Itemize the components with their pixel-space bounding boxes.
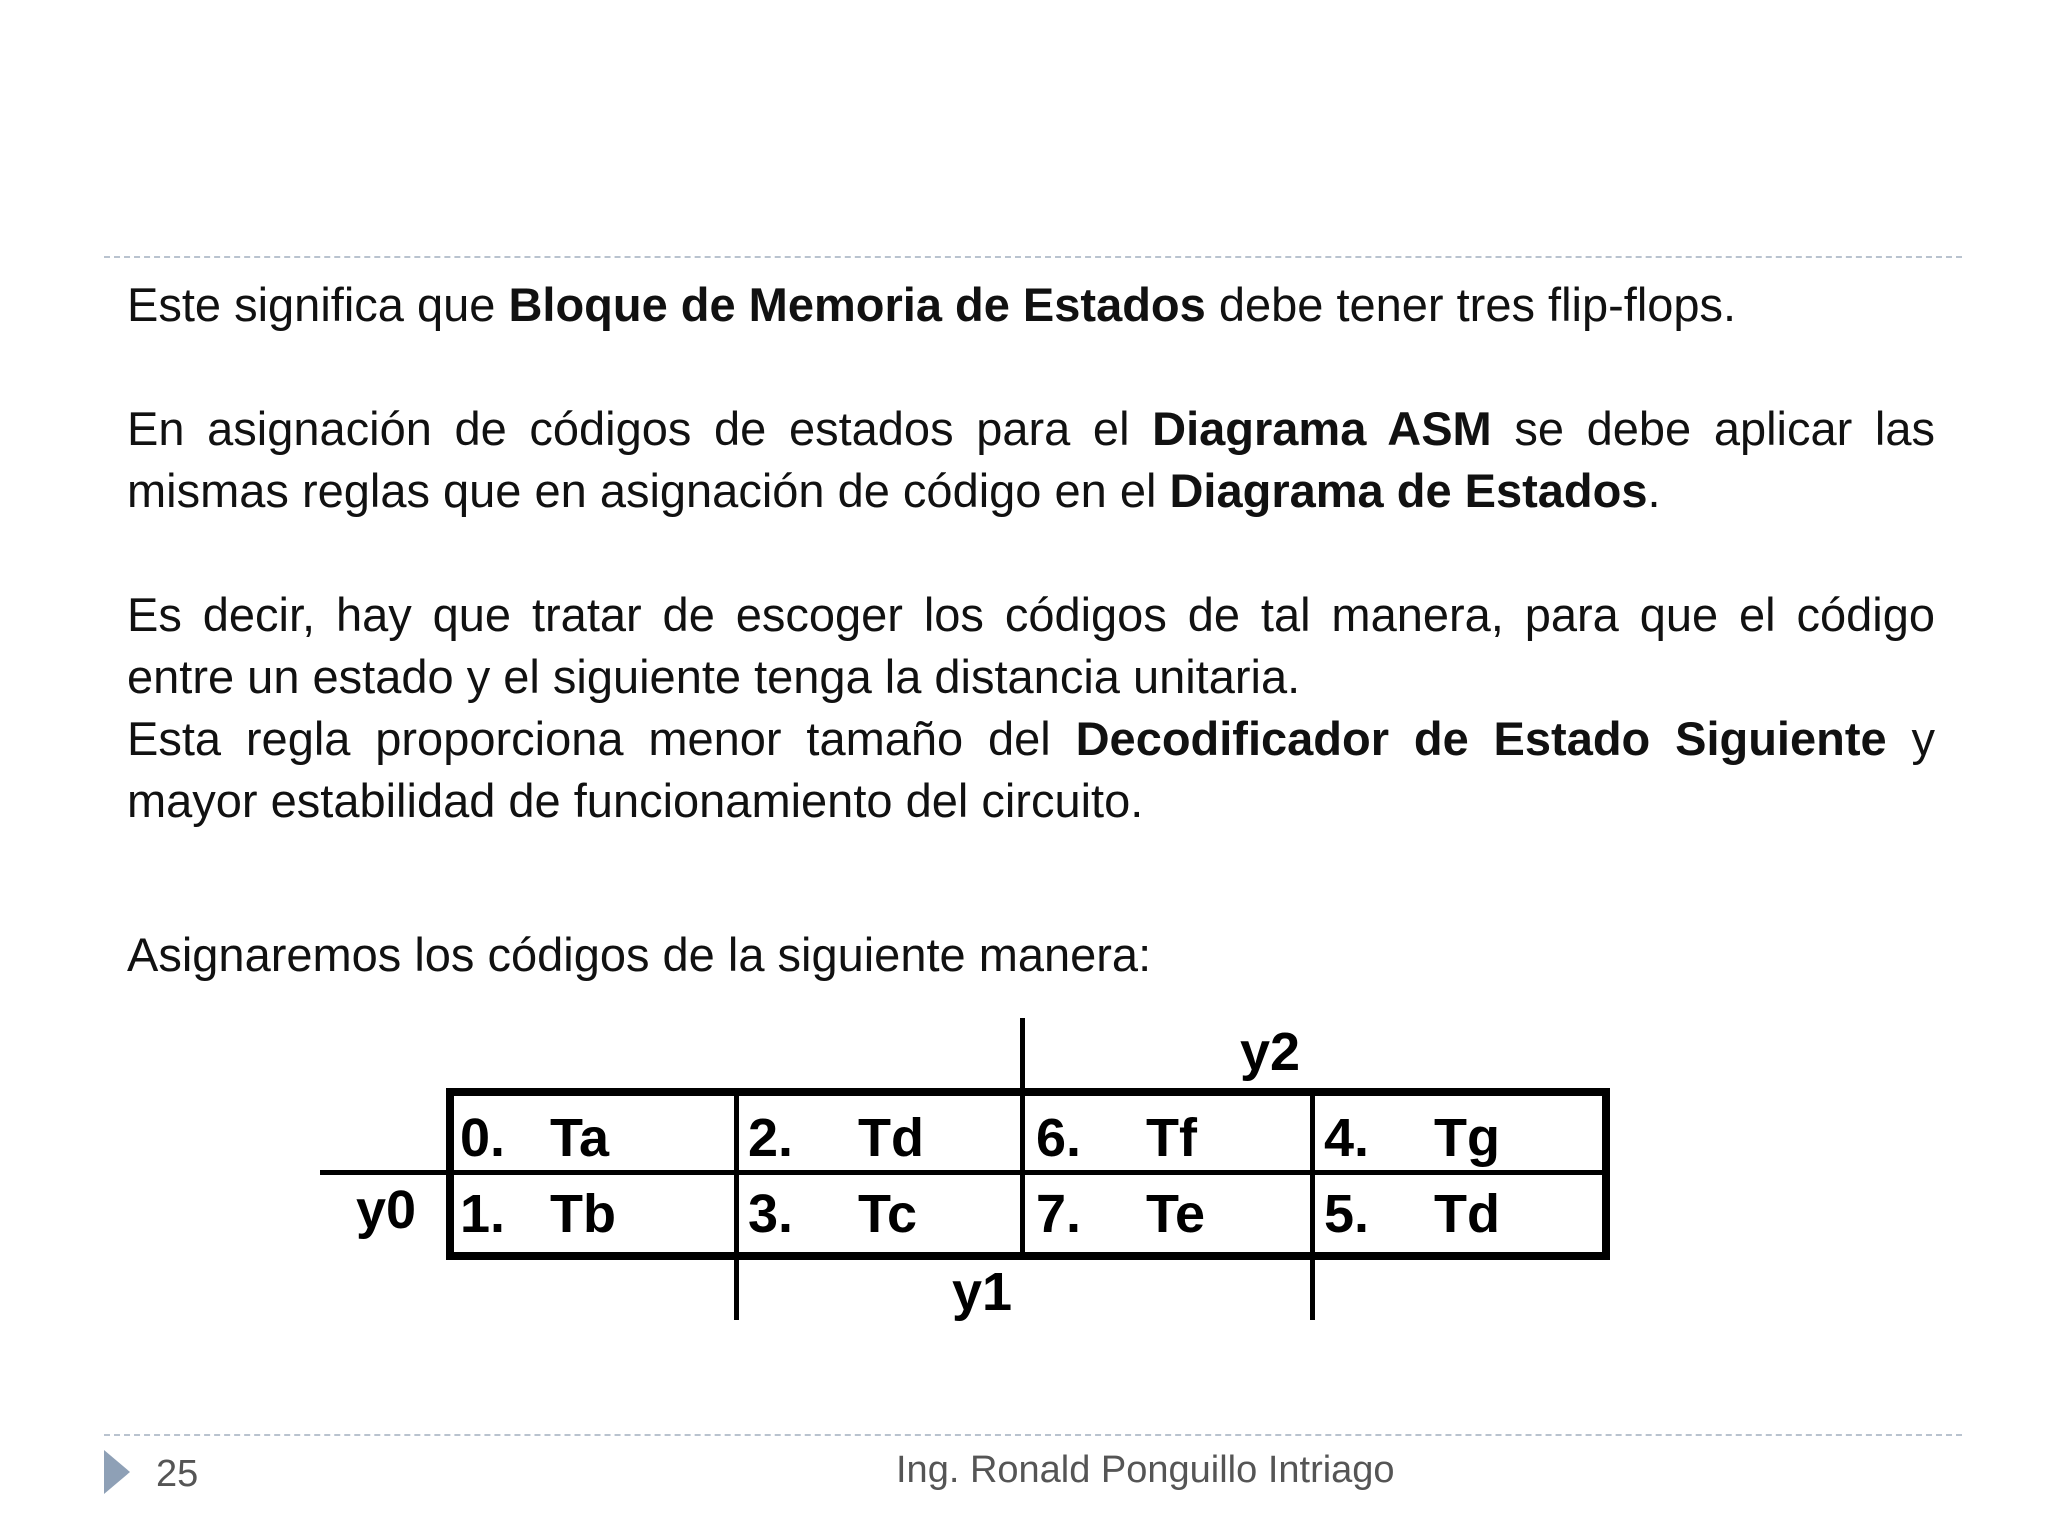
y0-label: y0 (356, 1180, 417, 1240)
grid-vline-3 (1310, 1088, 1315, 1260)
kmap-cell: 0. Ta (460, 1108, 610, 1168)
slide-body (127, 274, 1935, 986)
para4-text-end: y mayor estabilidad de funcionamiento del circuito. (127, 712, 1935, 827)
grid-vline-2 (1020, 1088, 1025, 1260)
page-number: 25 (156, 1453, 199, 1495)
y2-marker-line (1020, 1018, 1025, 1090)
para5-text: Asignaremos los códigos de la siguiente manera: (127, 928, 1152, 981)
paragraph-1 (127, 274, 1935, 336)
kmap-cell: 6. Tf (1036, 1108, 1197, 1168)
para2-text: En asignación de códigos de estados para el (127, 402, 1153, 455)
footer-author: Ing. Ronald Ponguillo Intriago (896, 1449, 1395, 1491)
para1-text-end: debe tener tres flip-flops. (1205, 278, 1737, 331)
para3-text: Es decir, hay que tratar de escoger los códigos de tal manera, para que el código entre un estado y el siguiente tenga la distancia unitaria. (127, 588, 1935, 703)
kmap-cell: 4. Tg (1324, 1108, 1500, 1168)
kmap-cell: 7. Te (1036, 1184, 1206, 1244)
para2-bold-asm: Diagrama ASM (1152, 402, 1492, 455)
para2-text-mid: se debe aplicar las mismas reglas que en asignación de código en el (127, 402, 1935, 517)
y0-marker-line (320, 1170, 450, 1175)
header-divider (104, 256, 1962, 258)
footer-divider (104, 1434, 1962, 1436)
kmap-grid (446, 1088, 1610, 1260)
paragraph-3 (127, 584, 1935, 708)
y1-marker-line-right (1310, 1256, 1315, 1320)
kmap-cell: 1. Tb (460, 1184, 616, 1244)
grid-hline (446, 1170, 1610, 1175)
para4-text: Esta regla proporciona menor tamaño del (127, 712, 1076, 765)
bullet-arrow-icon (104, 1450, 130, 1494)
y1-label: y1 (952, 1262, 1013, 1322)
grid-vline-1 (734, 1088, 739, 1260)
kmap-cell: 2. Td (748, 1108, 924, 1168)
paragraph-2 (127, 398, 1935, 522)
para2-text-end: . (1647, 464, 1661, 517)
y2-label: y2 (1240, 1022, 1301, 1082)
paragraph-4 (127, 708, 1935, 832)
para1-text: Este significa que (127, 278, 509, 331)
para4-bold: Decodificador de Estado Siguiente (1075, 712, 1887, 765)
y1-marker-line-left (734, 1256, 739, 1320)
kmap-cell: 3. Tc (748, 1184, 918, 1244)
para2-bold-estados: Diagrama de Estados (1169, 464, 1648, 517)
kmap-cell: 5. Td (1324, 1184, 1500, 1244)
paragraph-5 (127, 924, 1935, 986)
para1-bold: Bloque de Memoria de Estados (508, 278, 1206, 331)
